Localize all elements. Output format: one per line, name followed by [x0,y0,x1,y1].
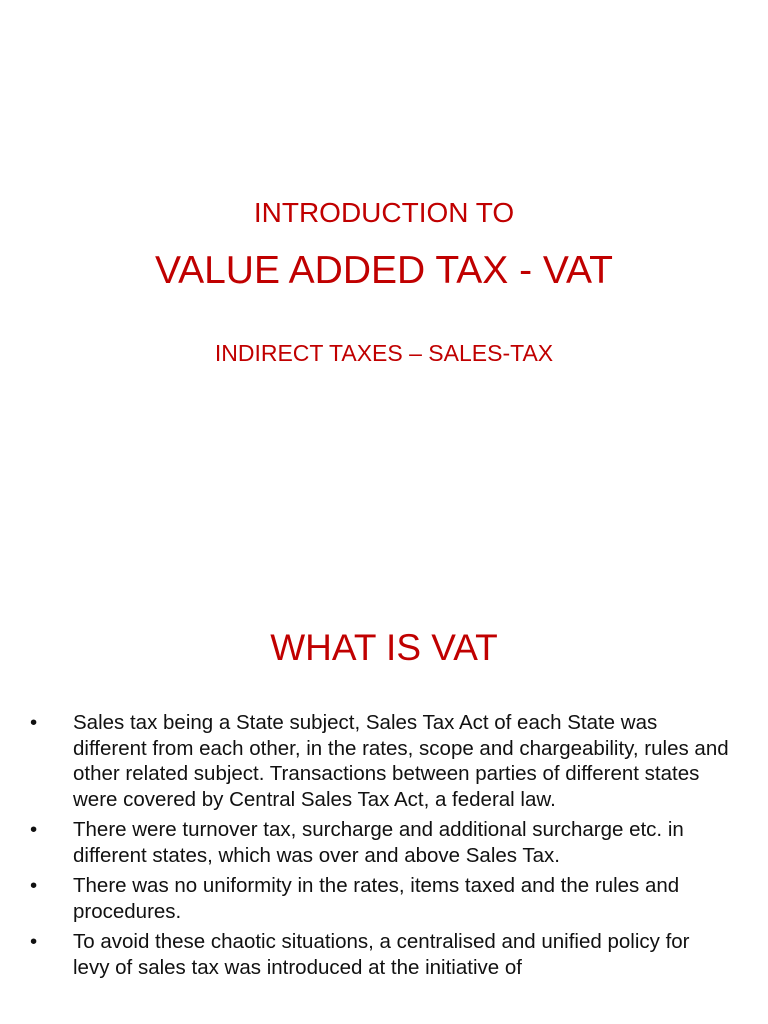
bullet-text: There were turnover tax, surcharge and additional surcharge etc. in different states, which was over and above Sales Tax. [73,818,684,867]
bullet-icon: • [30,711,38,734]
bullet-item [30,929,730,980]
bullet-icon: • [30,818,38,841]
bullet-icon: • [30,930,38,953]
content-slide [0,576,768,1024]
subtitle: INDIRECT TAXES – SALES-TAX [214,340,554,366]
intro-label: INTRODUCTION TO [253,197,515,228]
bullet-icon: • [30,874,38,897]
main-title: VALUE ADDED TAX - VAT [154,249,613,292]
bullet-item [30,710,730,812]
bullet-text: There was no uniformity in the rates, items taxed and the rules and procedures. [73,874,680,923]
bullet-text: To avoid these chaotic situations, a centralised and unified policy for levy of sales tax was introduced at the initiative of [73,930,690,979]
bullet-item [30,817,730,868]
slide-heading: WHAT IS VAT [270,627,498,668]
bullet-item [30,873,730,924]
bullet-text: Sales tax being a State subject, Sales Tax Act of each State was different from each other, in the rates, scope and chargeability, rules and other related subject. Transactions between parties of different states were covered by Central Sales Tax Act, a federal law. [73,711,729,811]
bullet-list [30,710,730,985]
